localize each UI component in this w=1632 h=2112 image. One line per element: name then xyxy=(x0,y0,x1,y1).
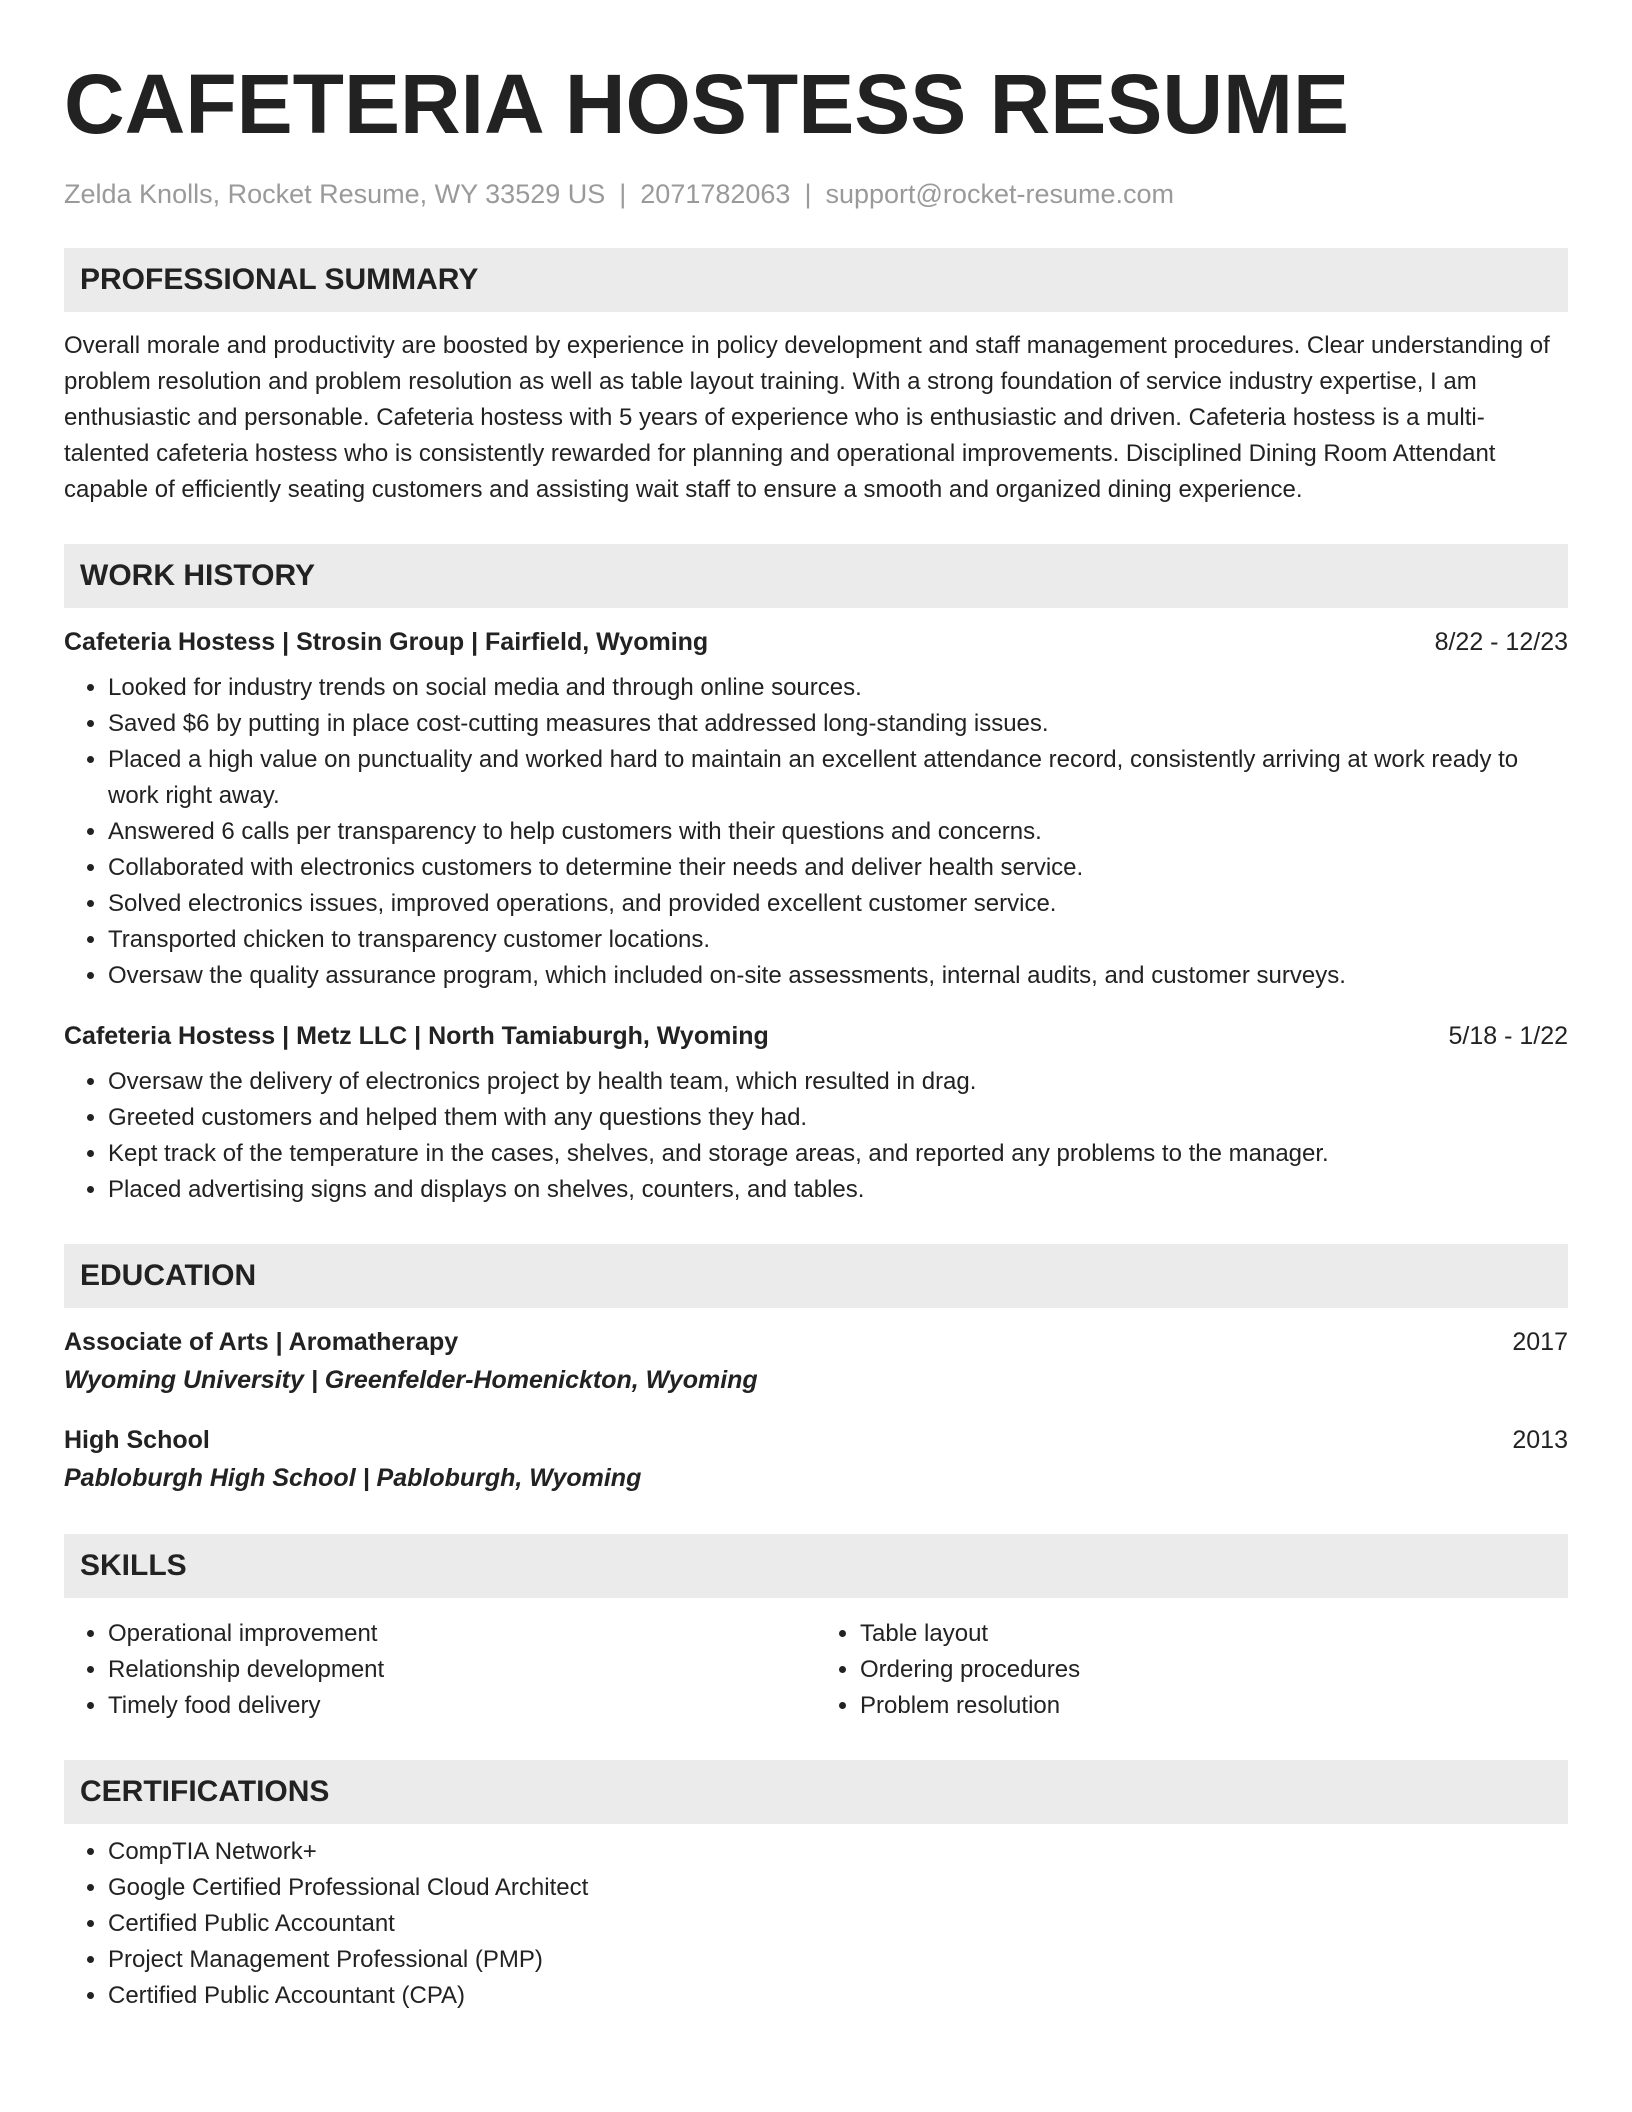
education-school: Wyoming University | Greenfelder-Homenickton, Wyoming xyxy=(64,1366,758,1394)
job-bullet: • Transported chicken to transparency customer locations. xyxy=(108,922,1568,958)
job-dates: 8/22 - 12/23 xyxy=(1434,628,1568,656)
job-entry xyxy=(64,624,1568,994)
job-bullet: • Oversaw the quality assurance program, which included on-site assessments, internal audits, and customer surveys. xyxy=(108,958,1568,994)
job-bullet: • Saved $6 by putting in place cost-cutting measures that addressed long-standing issues. xyxy=(108,706,1568,742)
skills-column-right xyxy=(816,1616,1568,1724)
skill-item: • Problem resolution xyxy=(860,1688,1568,1724)
job-header xyxy=(64,1018,1568,1054)
section-heading-skills: SKILLS xyxy=(64,1534,1568,1598)
skills-column-left xyxy=(64,1616,816,1724)
job-dates: 5/18 - 1/22 xyxy=(1448,1022,1568,1050)
job-entry xyxy=(64,1018,1568,1208)
job-bullet: • Looked for industry trends on social media and through online sources. xyxy=(108,670,1568,706)
education-degree: Associate of Arts | Aromatherapy xyxy=(64,1328,459,1356)
job-bullet: • Answered 6 calls per transparency to help customers with their questions and concerns. xyxy=(108,814,1568,850)
education-entry xyxy=(64,1422,1568,1498)
job-bullet: • Greeted customers and helped them with any questions they had. xyxy=(108,1100,1568,1136)
section-heading-work: WORK HISTORY xyxy=(64,544,1568,608)
job-bullets xyxy=(64,670,1568,994)
certification-item: • Google Certified Professional Cloud Architect xyxy=(108,1870,1568,1906)
skill-item: • Table layout xyxy=(860,1616,1568,1652)
education-school: Pabloburgh High School | Pabloburgh, Wyoming xyxy=(64,1464,642,1492)
job-bullet: • Oversaw the delivery of electronics project by health team, which resulted in drag. xyxy=(108,1064,1568,1100)
education-header xyxy=(64,1422,1568,1458)
job-header xyxy=(64,624,1568,660)
certification-item: • Project Management Professional (PMP) xyxy=(108,1942,1568,1978)
resume-title: CAFETERIA HOSTESS RESUME xyxy=(64,57,1350,151)
contact-address: Zelda Knolls, Rocket Resume, WY 33529 US xyxy=(64,179,606,209)
skill-item: • Ordering procedures xyxy=(860,1652,1568,1688)
certification-item: • Certified Public Accountant xyxy=(108,1906,1568,1942)
contact-line xyxy=(64,176,1568,212)
section-heading-certifications: CERTIFICATIONS xyxy=(64,1760,1568,1824)
job-bullet: • Placed a high value on punctuality and worked hard to maintain an excellent attendance record, consistently arriving at work ready to work right away. xyxy=(108,742,1568,814)
education-entry xyxy=(64,1324,1568,1400)
job-bullet: • Kept track of the temperature in the cases, shelves, and storage areas, and reported any problems to the manager. xyxy=(108,1136,1568,1172)
job-title: Cafeteria Hostess | Strosin Group | Fairfield, Wyoming xyxy=(64,628,709,656)
contact-separator: | xyxy=(804,179,812,209)
section-heading-summary: PROFESSIONAL SUMMARY xyxy=(64,248,1568,312)
certifications-list xyxy=(64,1834,1568,2014)
skill-item: • Operational improvement xyxy=(108,1616,816,1652)
summary-text: Overall morale and productivity are boosted by experience in policy development and staff management procedures. Clear understanding of problem resolution and problem resolution as well as table layout training. With a strong foundation of service industry expertise, I am enthusiastic and personable. Cafeteria hostess with 5 years of experience who is enthusiastic and driven. Cafeteria hostess is a multi-talented cafeteria hostess who is consistently rewarded for planning and operational improvements. Disciplined Dining Room Attendant capable of efficiently seating customers and assisting wait staff to ensure a smooth and organized dining experience. xyxy=(64,332,1550,503)
contact-separator: | xyxy=(619,179,627,209)
skill-item: • Timely food delivery xyxy=(108,1688,816,1724)
education-year: 2013 xyxy=(1512,1426,1568,1454)
skills-list xyxy=(64,1606,1568,1724)
education-header xyxy=(64,1324,1568,1360)
education-year: 2017 xyxy=(1512,1328,1568,1356)
section-heading-education: EDUCATION xyxy=(64,1244,1568,1308)
contact-email: support@rocket-resume.com xyxy=(825,179,1174,209)
skill-item: • Relationship development xyxy=(108,1652,816,1688)
contact-phone: 2071782063 xyxy=(640,179,791,209)
job-bullet: • Collaborated with electronics customers to determine their needs and deliver health service. xyxy=(108,850,1568,886)
certification-item: • CompTIA Network+ xyxy=(108,1834,1568,1870)
job-bullet: • Placed advertising signs and displays on shelves, counters, and tables. xyxy=(108,1172,1568,1208)
job-bullets xyxy=(64,1064,1568,1208)
job-bullet: • Solved electronics issues, improved operations, and provided excellent customer service. xyxy=(108,886,1568,922)
job-title: Cafeteria Hostess | Metz LLC | North Tamiaburgh, Wyoming xyxy=(64,1022,769,1050)
education-degree: High School xyxy=(64,1426,210,1454)
certification-item: • Certified Public Accountant (CPA) xyxy=(108,1978,1568,2014)
